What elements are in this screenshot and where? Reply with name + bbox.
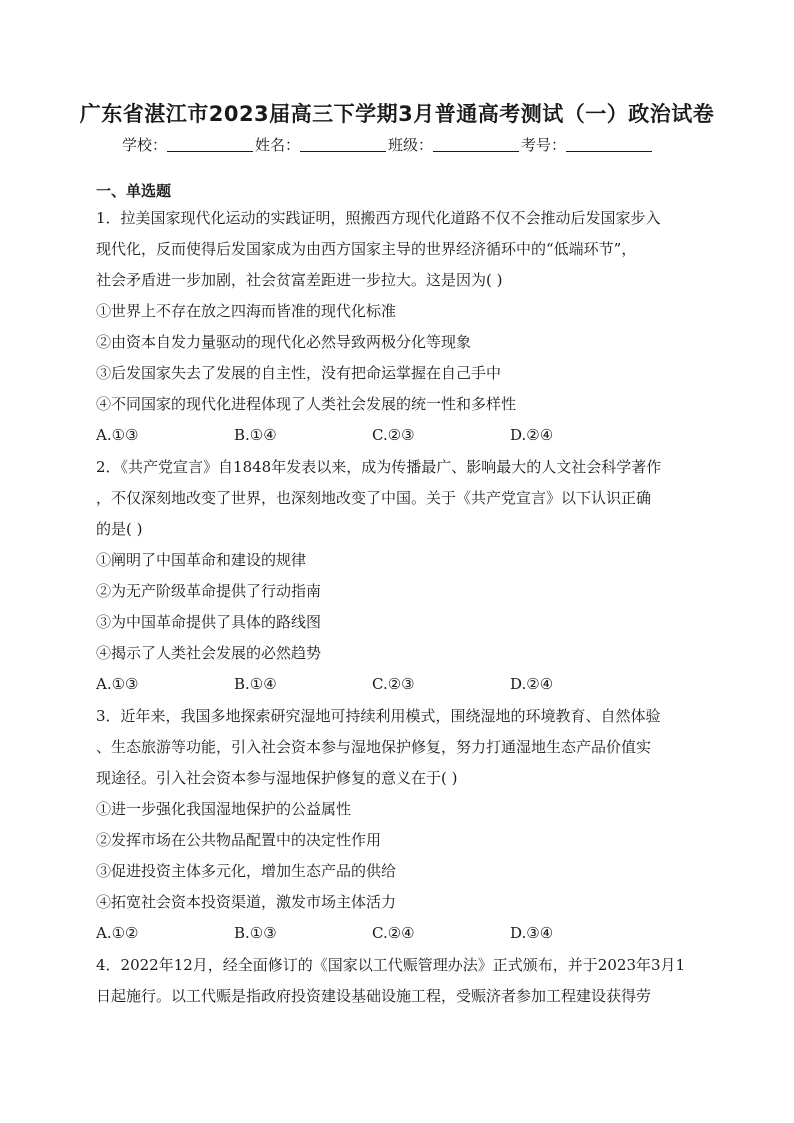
question-stem-line: 2．《共产党宣言》自1848年发表以来，成为传播最广、影响最大的人文社会科学著作 xyxy=(96,458,662,476)
answer-choices xyxy=(96,420,702,451)
name-label: 姓名： xyxy=(255,136,301,154)
question-4 xyxy=(96,950,702,1012)
choice-d[interactable]: D.②④ xyxy=(510,675,554,693)
statement-option: ③为中国革命提供了具体的路线图 xyxy=(96,613,322,631)
question-stem-line: 现途径。引入社会资本参与湿地保护修复的意义在于( ) xyxy=(96,769,458,787)
choice-c[interactable]: C.②③ xyxy=(372,426,415,444)
statement-option: ①进一步强化我国湿地保护的公益属性 xyxy=(96,800,352,818)
student-info-row xyxy=(122,134,654,155)
class-blank[interactable] xyxy=(433,137,519,152)
statement-option: ③后发国家失去了发展的自主性，没有把命运掌握在自己手中 xyxy=(96,364,502,382)
question-stem-line: ，不仅深刻地改变了世界，也深刻地改变了中国。关于《共产党宣言》以下认识正确 xyxy=(96,489,652,507)
question-1 xyxy=(96,203,702,451)
choice-a[interactable]: A.①③ xyxy=(96,675,139,693)
exam-content xyxy=(96,180,702,1012)
exam-no-blank[interactable] xyxy=(566,137,652,152)
school-blank[interactable] xyxy=(167,137,253,152)
statement-option: ②由资本自发力量驱动的现代化必然导致两极分化等现象 xyxy=(96,333,472,351)
question-stem-line: 1．拉美国家现代化运动的实践证明，照搬西方现代化道路不仅不会推动后发国家步入 xyxy=(96,209,661,227)
question-stem-line: 现代化，反而使得后发国家成为由西方国家主导的世界经济循环中的“低端环节”， xyxy=(96,240,637,258)
question-stem-line: 3．近年来，我国多地探索研究湿地可持续利用模式，围绕湿地的环境教育、自然体验 xyxy=(96,707,661,725)
question-stem-line: 的是( ) xyxy=(96,520,143,538)
statement-option: ①阐明了中国革命和建设的规律 xyxy=(96,551,307,569)
page-title: 广东省湛江市2023届高三下学期3月普通高考测试（一）政治试卷 xyxy=(79,102,715,126)
question-stem-line: 4．2022年12月，经全面修订的《国家以工代赈管理办法》正式颁布，并于2023年3月1 xyxy=(96,956,686,974)
question-stem-line: 社会矛盾进一步加剧，社会贫富差距进一步拉大。这是因为( ) xyxy=(96,271,503,289)
choice-b[interactable]: B.①④ xyxy=(234,426,277,444)
answer-choices xyxy=(96,918,702,949)
statement-option: ②发挥市场在公共物品配置中的决定性作用 xyxy=(96,831,382,849)
section-heading: 一、单选题 xyxy=(96,182,172,200)
choice-c[interactable]: C.②④ xyxy=(372,924,415,942)
answer-choices xyxy=(96,669,702,700)
name-blank[interactable] xyxy=(300,137,386,152)
choice-d[interactable]: D.③④ xyxy=(510,924,554,942)
class-label: 班级： xyxy=(388,136,434,154)
choice-b[interactable]: B.①③ xyxy=(234,924,277,942)
exam-no-label: 考号： xyxy=(521,136,567,154)
choice-c[interactable]: C.②③ xyxy=(372,675,415,693)
statement-option: ②为无产阶级革命提供了行动指南 xyxy=(96,582,322,600)
choice-a[interactable]: A.①② xyxy=(96,924,139,942)
statement-option: ③促进投资主体多元化，增加生态产品的供给 xyxy=(96,862,397,880)
school-label: 学校： xyxy=(122,136,168,154)
question-stem-line: 日起施行。以工代赈是指政府投资建设基础设施工程，受赈济者参加工程建设获得劳 xyxy=(96,987,652,1005)
statement-option: ④拓宽社会资本投资渠道，激发市场主体活力 xyxy=(96,893,397,911)
statement-option: ④不同国家的现代化进程体现了人类社会发展的统一性和多样性 xyxy=(96,395,517,413)
choice-b[interactable]: B.①④ xyxy=(234,675,277,693)
choice-a[interactable]: A.①③ xyxy=(96,426,139,444)
question-2 xyxy=(96,452,702,700)
question-3 xyxy=(96,701,702,949)
choice-d[interactable]: D.②④ xyxy=(510,426,554,444)
question-stem-line: 、生态旅游等功能，引入社会资本参与湿地保护修复，努力打通湿地生态产品价值实 xyxy=(96,738,652,756)
statement-option: ④揭示了人类社会发展的必然趋势 xyxy=(96,644,322,662)
statement-option: ①世界上不存在放之四海而皆准的现代化标准 xyxy=(96,302,397,320)
